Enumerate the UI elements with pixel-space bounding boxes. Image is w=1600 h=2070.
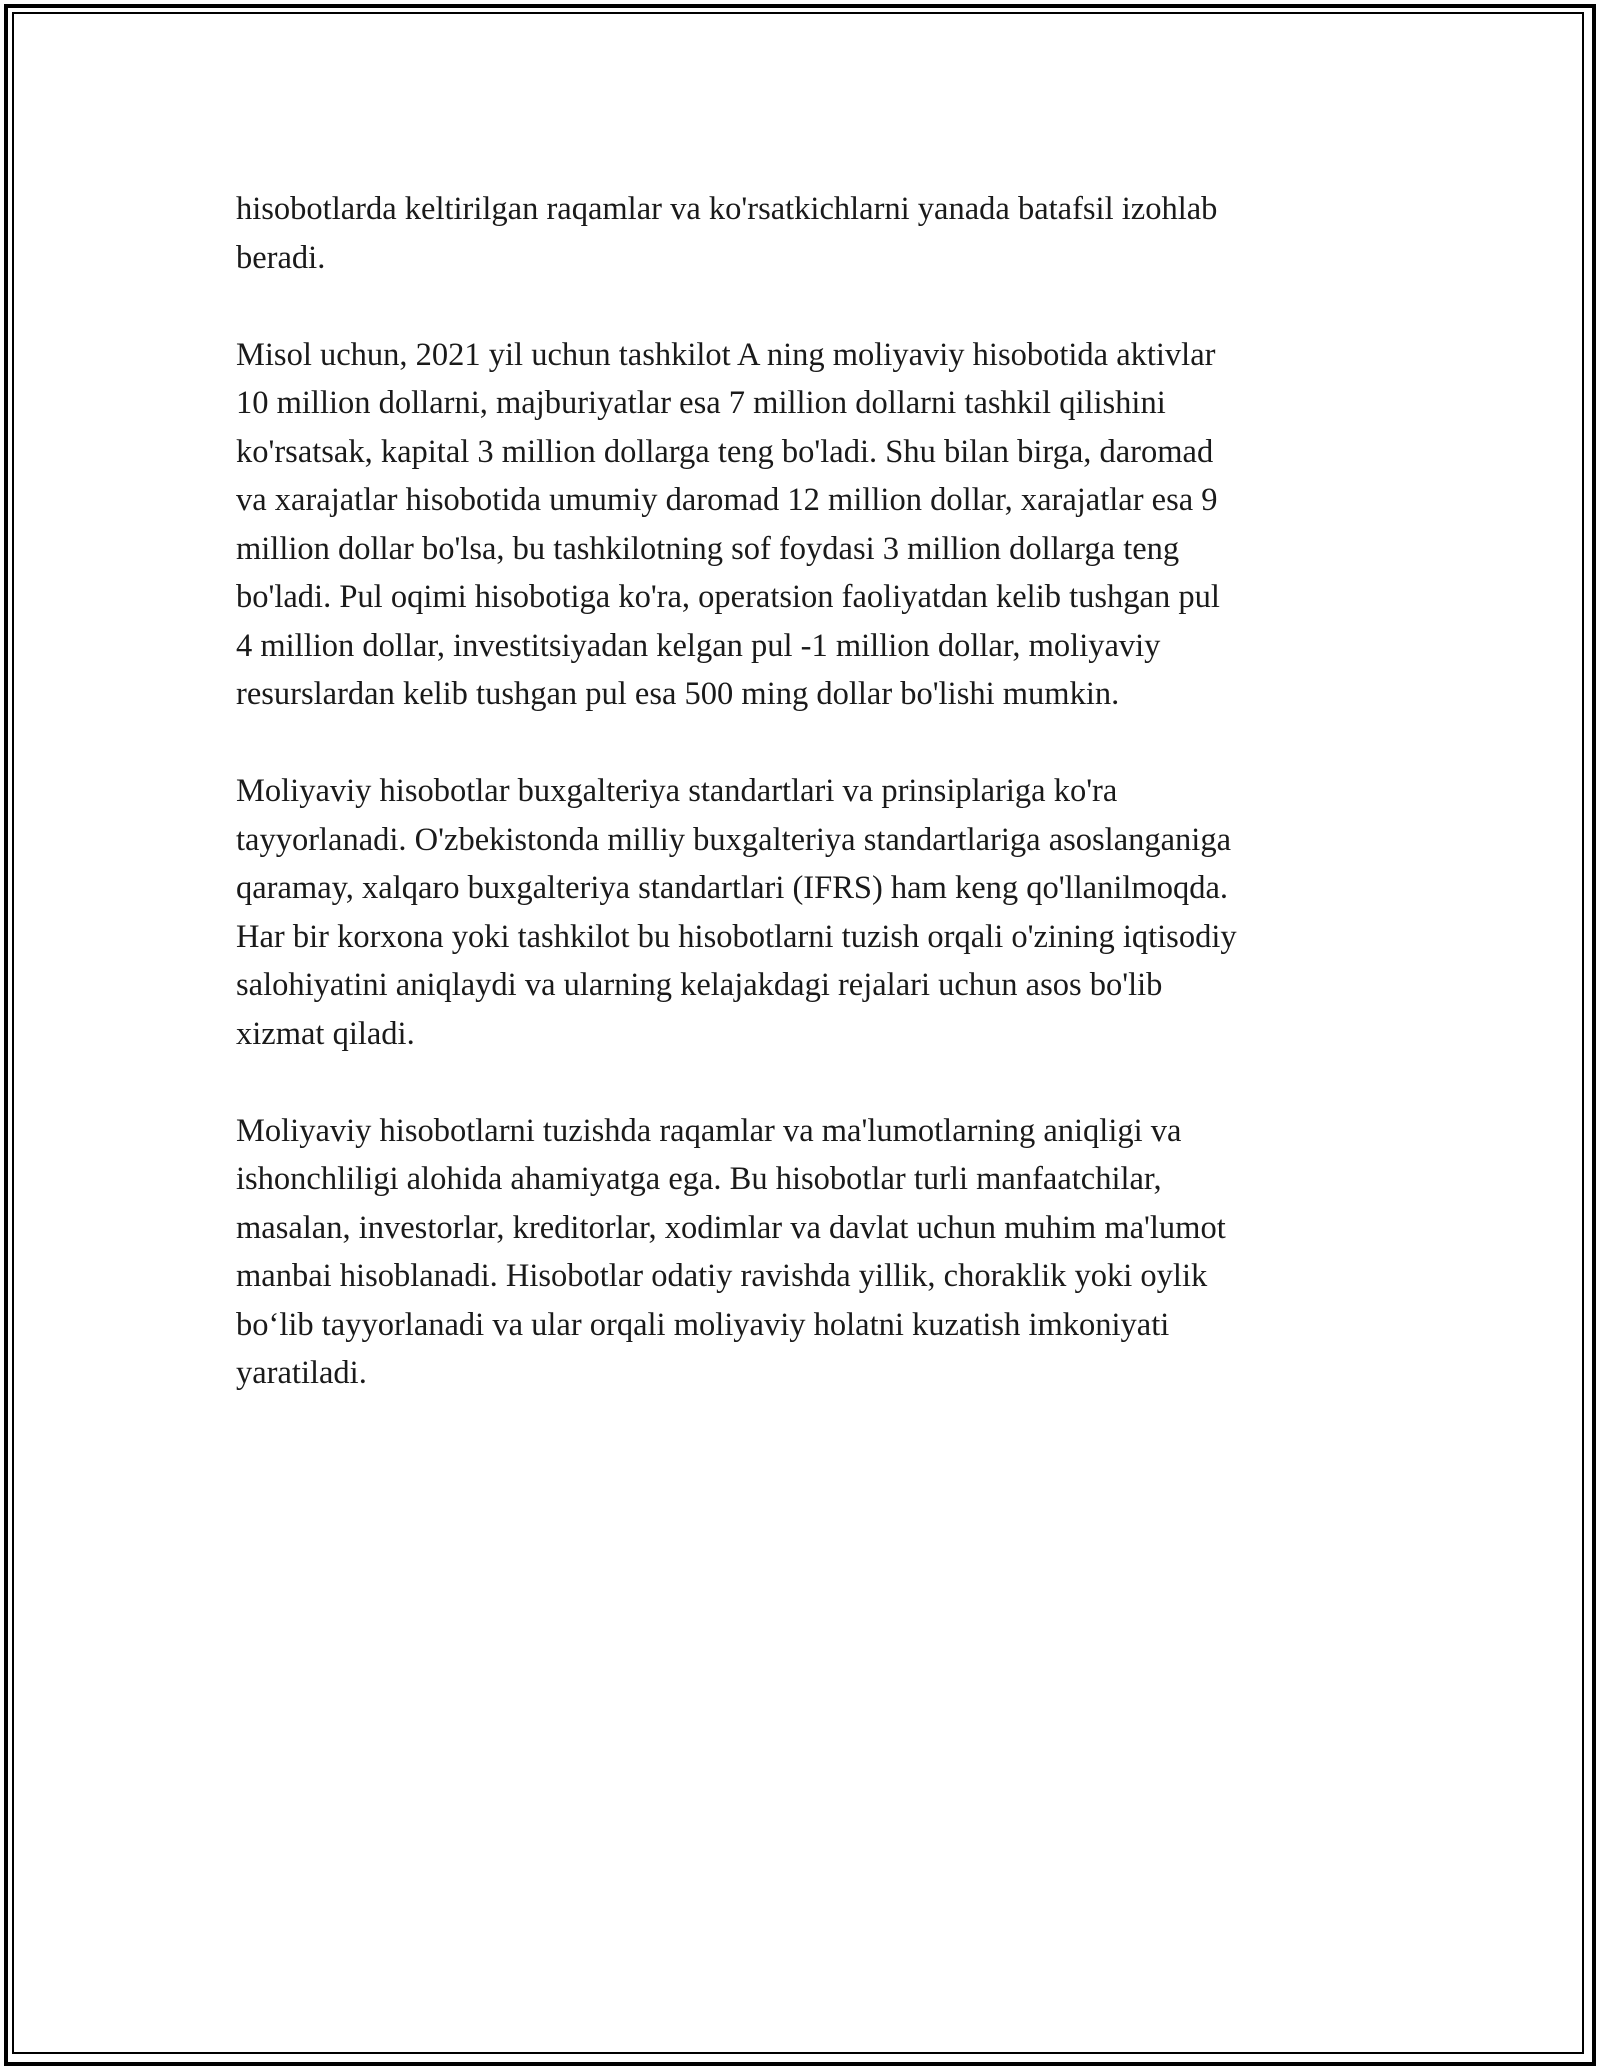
paragraph-accuracy: Moliyaviy hisobotlarni tuzishda raqamlar va ma'lumotlarning aniqligi va ishonchliligi alohida ahamiyatga ega. Bu hisobotlar turli manfaatchilar, masalan, investorlar, kreditorlar, xodimlar va davlat uchun muhim ma'lumot manbai hisoblanadi. Hisobotlar odatiy ravishda yillik, choraklik yoki oylik bo‘lib tayyorlanadi va ular orqali moliyaviy holatni kuzatish imkoniyati yaratiladi.	[236, 1112, 1226, 1391]
paragraph-standards: Moliyaviy hisobotlar buxgalteriya standartlari va prinsiplariga ko'ra tayyorlanadi. O'zbekistonda milliy buxgalteriya standartlariga asoslanganiga qaramay, xalqaro buxgalteriya standartlari (IFRS) ham keng qo'llanilmoqda. Har bir korxona yoki tashkilot bu hisobotlarni tuzish orqali o'zining iqtisodiy salohiyatini aniqlaydi va ularning kelajakdagi rejalari uchun asos bo'lib xizmat qiladi.	[236, 773, 1237, 1052]
paragraph-example: Misol uchun, 2021 yil uchun tashkilot A ning moliyaviy hisobotida aktivlar 10 million dollarni, majburiyatlar esa 7 million dollarni tashkil qilishini ko'rsatsak, kapital 3 million dollarga teng bo'ladi. Shu bilan birga, daromad va xarajatlar hisobotida umumiy daromad 12 million dollar, xarajatlar esa 9 million dollar bo'lsa, bu tashkilotning sof foydasi 3 million dollarga teng bo'ladi. Pul oqimi hisobotiga ko'ra, operatsion faoliyatdan kelib tushgan pul 4 million dollar, investitsiyadan kelgan pul -1 million dollar, moliyaviy resurslardan kelib tushgan pul esa 500 ming dollar bo'lishi mumkin.	[236, 336, 1220, 712]
paragraph-continuation: hisobotlarda keltirilgan raqamlar va ko'rsatkichlarni yanada batafsil izohlab beradi.	[236, 191, 1218, 276]
document-body	[236, 185, 1376, 1446]
